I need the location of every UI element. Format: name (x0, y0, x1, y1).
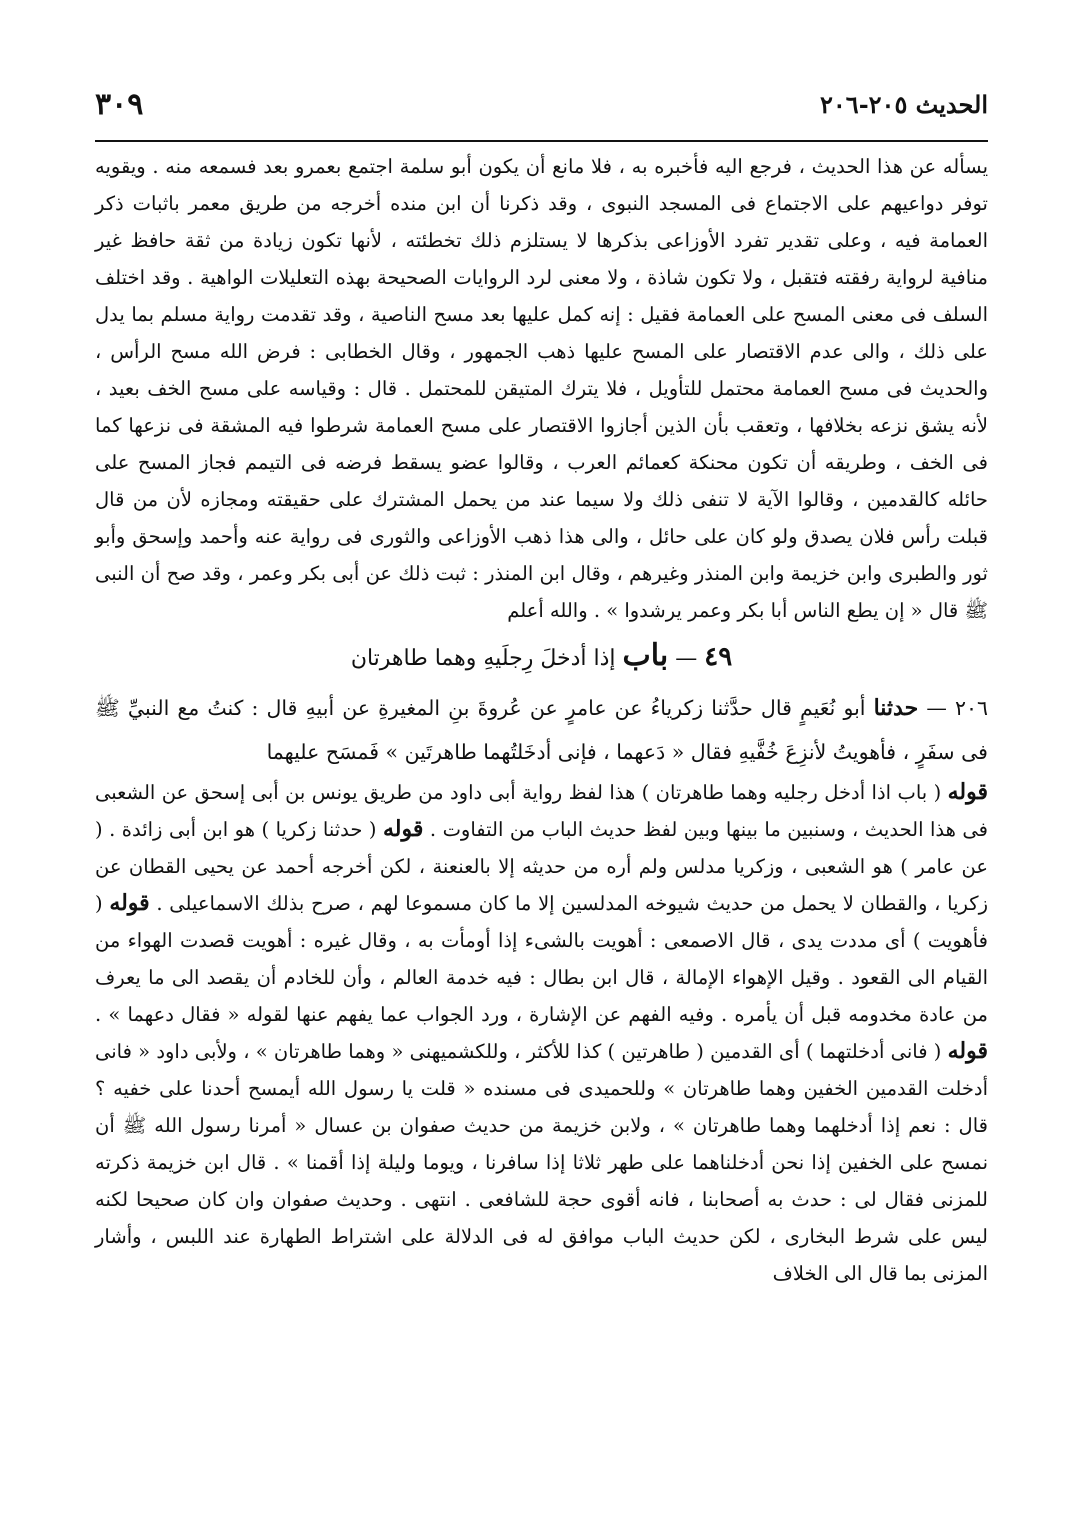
hadith-block (95, 686, 988, 774)
hadith-dash: — (918, 696, 947, 720)
chapter-title: إذا أدخلَ رِجلَيهِ وهما طاهرتان (350, 646, 616, 671)
chapter-word: باب (622, 638, 669, 673)
commentary-bottom (95, 774, 988, 1292)
running-title: الحديث ٢٠٥-٢٠٦ (820, 89, 988, 119)
hadith-lead: حدثنا (873, 695, 919, 721)
qawl-label: قوله (383, 816, 424, 842)
page-number: ٣٠٩ (95, 86, 144, 122)
commentary-text: ( فأهويت ) أى مددت يدى ، قال الاصمعى : أهويت بالشىء إذا أومأت به ، وقال غيره : أهويت قصدت الهواء من القيام الى القعود . وقيل الإهواء الإمالة ، قال ابن بطال : فيه خدمة العالم ، وأن للخادم أن يقصد الى ما يعرف من عادة مخدومه قبل أن يأمره . وفيه الفهم عن الإشارة ، ورد الجواب عما يفهم عنها لقوله « فقال دعهما » . (95, 892, 988, 1026)
page-body (95, 148, 988, 1499)
chapter-number: ٤٩ (704, 642, 733, 672)
chapter-heading (95, 629, 988, 686)
commentary-top: يسأله عن هذا الحديث ، فرجع اليه فأخبره به ، فلا مانع أن يكون أبو سلمة اجتمع بعمرو بعد فسمعه منه . ويقويه توفر دواعيهم على الاجتماع فى المسجد النبوى ، وقد ذكرنا أن ابن منده أخرجه من طريق معمر باثبات ذكر العمامة فيه ، وعلى تقدير تفرد الأوزاعى بذكرها لا يستلزم ذلك تخطئته ، لأنها تكون زيادة من ثقة حافظ غير منافية لرواية رفقته فتقبل ، ولا تكون شاذة ، ولا معنى لرد الروايات الصحيحة بهذه التعليلات الواهية . وقد اختلف السلف فى معنى المسح على العمامة فقيل : إنه كمل عليها بعد مسح الناصية ، وقد تقدمت رواية مسلم بما يدل على ذلك ، والى عدم الاقتصار على المسح عليها ذهب الجمهور ، وقال الخطابى : فرض الله مسح الرأس ، والحديث فى مسح العمامة محتمل للتأويل ، فلا يترك المتيقن للمحتمل . قال : وقياسه على مسح الخف بعيد ، لأنه يشق نزعه بخلافها ، وتعقب بأن الذين أجازوا الاقتصار على مسح العمامة شرطوا فيه المشقة فى نزعها كما فى الخف ، وطريقه أن تكون محنكة كعمائم العرب ، وقالوا عضو يسقط فرضه فى التيمم فجاز المسح على حائله كالقدمين ، وقالوا الآية لا تنفى ذلك ولا سيما عند من يحمل المشترك على حقيقته ومجازه لأن من قال قبلت رأس فلان يصدق ولو كان على حائل ، والى هذا ذهب الأوزاعى والثورى فى رواية عنه وأحمد وإسحق وأبو ثور والطبرى وابن خزيمة وابن المنذر وغيرهم ، وقال ابن المنذر : ثبت ذلك عن أبى بكر وعمر ، وقد صح أن النبى ﷺ قال « إن يطع الناس أبا بكر وعمر يرشدوا » . والله أعلم (95, 155, 988, 622)
qawl-label: قوله (947, 779, 988, 805)
commentary-text: ( حدثنا زكريا ) هو ابن أبى زائدة . ( عن عامر ) هو الشعبى ، وزكريا مدلس ولم أره من حديثه إلا بالعنعنة ، لكن أخرجه أحمد عن يحيى القطان عن زكريا ، والقطان لا يحمل من حديث شيوخه المدلسين إلا ما كان مسموعا لهم ، صرح بذلك الاسماعيلى . (95, 818, 988, 915)
qawl-label: قوله (109, 890, 150, 916)
qawl-label: قوله (947, 1038, 989, 1064)
hadith-text: أبو نُعَيمٍ قال حدَّثنا زكرياءُ عن عامرٍ عن عُروةَ بنِ المغيرةِ عن أبيهِ قال : كنتُ مع النبيِّ ﷺ فى سفَرٍ ، فأهويتُ لأنزِعَ خُفَّيهِ فقال « دَعهما ، فإنى أدخَلتُهما طاهرتَين » فَمسَح عليهما (95, 696, 988, 764)
commentary-text: ( باب اذا أدخل رجليه وهما طاهرتان ) هذا لفظ رواية أبى داود من طريق يونس بن أبى إسحق عن الشعبى فى هذا الحديث ، وسنبين ما بينها وبين لفظ حديث الباب من التفاوت . (95, 781, 988, 841)
page-header (95, 78, 988, 130)
hadith-number: ٢٠٦ (954, 696, 988, 720)
commentary-text: ( فانى أدخلتهما ) أى القدمين ( طاهرتين ) كذا للأكثر ، وللكشميهنى « وهما طاهرتان » ، ولأبى داود « فانى أدخلت القدمين الخفين وهما طاهرتان » وللحميدى فى مسنده « قلت يا رسول الله أيمسح أحدنا على خفيه ؟ قال : نعم إذا أدخلهما وهما طاهرتان » ، ولابن خزيمة من حديث صفوان بن عسال « أمرنا رسول الله ﷺ أن نمسح على الخفين إذا نحن أدخلناهما على طهر ثلاثا إذا سافرنا ، ويوما وليلة إذا أقمنا » . قال ابن خزيمة ذكرته للمزنى فقال لى : حدث به أصحابنا ، فانه أقوى حجة للشافعى . انتهى . وحديث صفوان وان كان صحيحا لكنه ليس على شرط البخارى ، لكن حديث الباب موافق له فى الدلالة على اشتراط الطهارة عند اللبس ، وأشار المزنى بما قال الى الخلاف (95, 1040, 988, 1285)
chapter-dash: — (668, 646, 698, 671)
header-rule (95, 140, 988, 142)
